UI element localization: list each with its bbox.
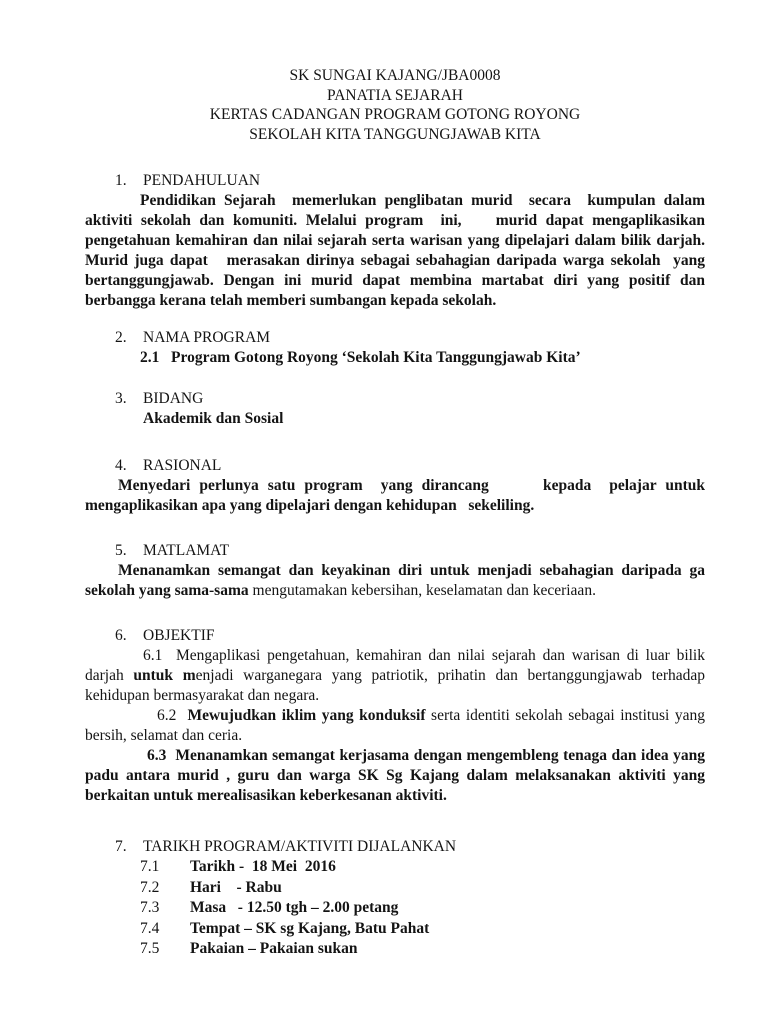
header-line-school-code: SK SUNGAI KAJANG/JBA0008 bbox=[289, 67, 501, 84]
matlamat-body-bold: Menanamkan semangat dan keyakinan diri untuk menjadi sebahagian daripada ga sekolah yang sama-sama bbox=[85, 562, 709, 599]
section-5-title: MATLAMAT bbox=[143, 542, 230, 559]
section-3-heading bbox=[85, 388, 705, 409]
section-4-rasional bbox=[85, 455, 709, 516]
nama-program-item-text: Program Gotong Royong ‘Sekolah Kita Tanggungjawab Kita’ bbox=[159, 349, 581, 366]
tarikh-item-place-text: Tempat – SK sg Kajang, Batu Pahat bbox=[190, 919, 430, 937]
tarikh-item-day bbox=[85, 878, 705, 899]
matlamat-body bbox=[85, 561, 709, 601]
tarikh-item-attire bbox=[85, 939, 705, 960]
objektif-item-1 bbox=[85, 646, 709, 706]
section-3-title: BIDANG bbox=[143, 390, 204, 407]
objektif-item-1-text-c: enjadi warganegara yang patriotik, prihatin dan bertanggungjawab terhadap kehidupan bermasyarakat dan negara. bbox=[85, 667, 709, 704]
section-4-title: RASIONAL bbox=[143, 457, 222, 474]
section-7-number: 7. bbox=[115, 838, 127, 855]
objektif-item-2-text-regular: serta identiti sekolah sebagai institusi yang bersih, selamat dan ceria. bbox=[85, 707, 709, 744]
section-3-bidang bbox=[85, 388, 705, 429]
tarikh-item-place-number: 7.4 bbox=[140, 919, 160, 937]
bidang-body: Akademik dan Sosial bbox=[143, 410, 284, 427]
nama-program-item bbox=[85, 348, 705, 368]
section-1-pendahuluan bbox=[85, 170, 713, 311]
document-header bbox=[85, 66, 705, 144]
section-5-number: 5. bbox=[115, 542, 127, 559]
tarikh-item-day-number: 7.2 bbox=[140, 878, 160, 896]
tarikh-item-place bbox=[85, 919, 705, 940]
objektif-item-1-text-bold: untuk m bbox=[133, 667, 196, 684]
section-4-number: 4. bbox=[115, 457, 127, 474]
section-7-title: TARIKH PROGRAM/AKTIVITI DIJALANKAN bbox=[143, 838, 457, 855]
section-6-title: OBJEKTIF bbox=[143, 627, 215, 644]
section-7-tarikh-program bbox=[85, 836, 705, 960]
section-2-number: 2. bbox=[115, 329, 127, 346]
tarikh-item-time-number: 7.3 bbox=[140, 899, 160, 916]
header-line-slogan: SEKOLAH KITA TANGGUNGJAWAB KITA bbox=[249, 125, 541, 143]
section-2-nama-program bbox=[85, 327, 705, 368]
section-3-number: 3. bbox=[115, 390, 127, 407]
section-6-heading bbox=[85, 625, 705, 646]
objektif-item-2 bbox=[85, 706, 709, 746]
objektif-item-3-number: 6.3 bbox=[147, 747, 167, 764]
header-line-committee: PANATIA SEJARAH bbox=[327, 86, 463, 104]
section-1-heading bbox=[85, 170, 705, 191]
nama-program-item-number: 2.1 bbox=[140, 349, 160, 366]
tarikh-item-date-number: 7.1 bbox=[140, 858, 160, 875]
objektif-item-3 bbox=[85, 746, 709, 806]
section-5-matlamat bbox=[85, 540, 709, 601]
section-7-heading bbox=[85, 836, 705, 857]
section-5-heading bbox=[85, 540, 705, 561]
objektif-item-1-text-a: Mengaplikasi pengetahuan, kemahiran dan nilai sejarah dan warisan di luar bilik darjah bbox=[85, 647, 709, 684]
section-6-objektif bbox=[85, 625, 709, 806]
objektif-item-3-text: Menanamkan semangat kerjasama dengan mengembleng tenaga dan idea yang padu antara murid , guru dan warga SK Sg Kajang dalam melaksanakan aktiviti yang berkaitan untuk merealisasikan keberkesanan aktiviti. bbox=[85, 747, 709, 804]
section-6-number: 6. bbox=[115, 627, 127, 644]
tarikh-item-time-text: Masa - 12.50 tgh – 2.00 petang bbox=[190, 899, 399, 916]
objektif-item-2-text-bold: Mewujudkan iklim yang konduksif bbox=[176, 707, 426, 724]
header-line-proposal-title: KERTAS CADANGAN PROGRAM GOTONG ROYONG bbox=[209, 106, 581, 123]
section-1-title: PENDAHULUAN bbox=[143, 172, 261, 189]
rasional-body: Menyedari perlunya satu program yang dirancang kepada pelajar untuk mengaplikasikan apa yang dipelajari dengan kehidupan sekeliling. bbox=[85, 477, 709, 514]
tarikh-item-attire-number: 7.5 bbox=[140, 940, 160, 957]
objektif-item-2-number: 6.2 bbox=[157, 707, 177, 724]
objektif-item-1-number: 6.1 bbox=[143, 647, 163, 664]
section-2-heading bbox=[85, 327, 705, 348]
tarikh-item-time bbox=[85, 898, 705, 919]
section-2-title: NAMA PROGRAM bbox=[143, 329, 271, 346]
tarikh-item-date-text: Tarikh - 18 Mei 2016 bbox=[190, 858, 336, 875]
pendahuluan-body: Pendidikan Sejarah memerlukan penglibatan murid secara kumpulan dalam aktiviti sekolah dan komuniti. Melalui program ini, murid dapat mengaplikasikan pengetahuan kemahiran dan nilai sejarah serta warisan yang dipelajari dalam bilik darjah. Murid juga dapat merasakan dirinya sebagai sebahagian daripada warga sekolah yang bertanggungjawab. Dengan ini murid dapat membina martabat diri yang positif dan berbangga kerana telah memberi sumbangan kepada sekolah. bbox=[85, 192, 713, 309]
matlamat-body-regular: mengutamakan kebersihan, keselamatan dan keceriaan. bbox=[252, 582, 596, 599]
section-1-number: 1. bbox=[115, 172, 127, 189]
tarikh-item-attire-text: Pakaian – Pakaian sukan bbox=[190, 940, 358, 957]
tarikh-item-date bbox=[85, 857, 705, 878]
section-4-heading bbox=[85, 455, 705, 476]
tarikh-item-day-text: Hari - Rabu bbox=[190, 878, 282, 896]
